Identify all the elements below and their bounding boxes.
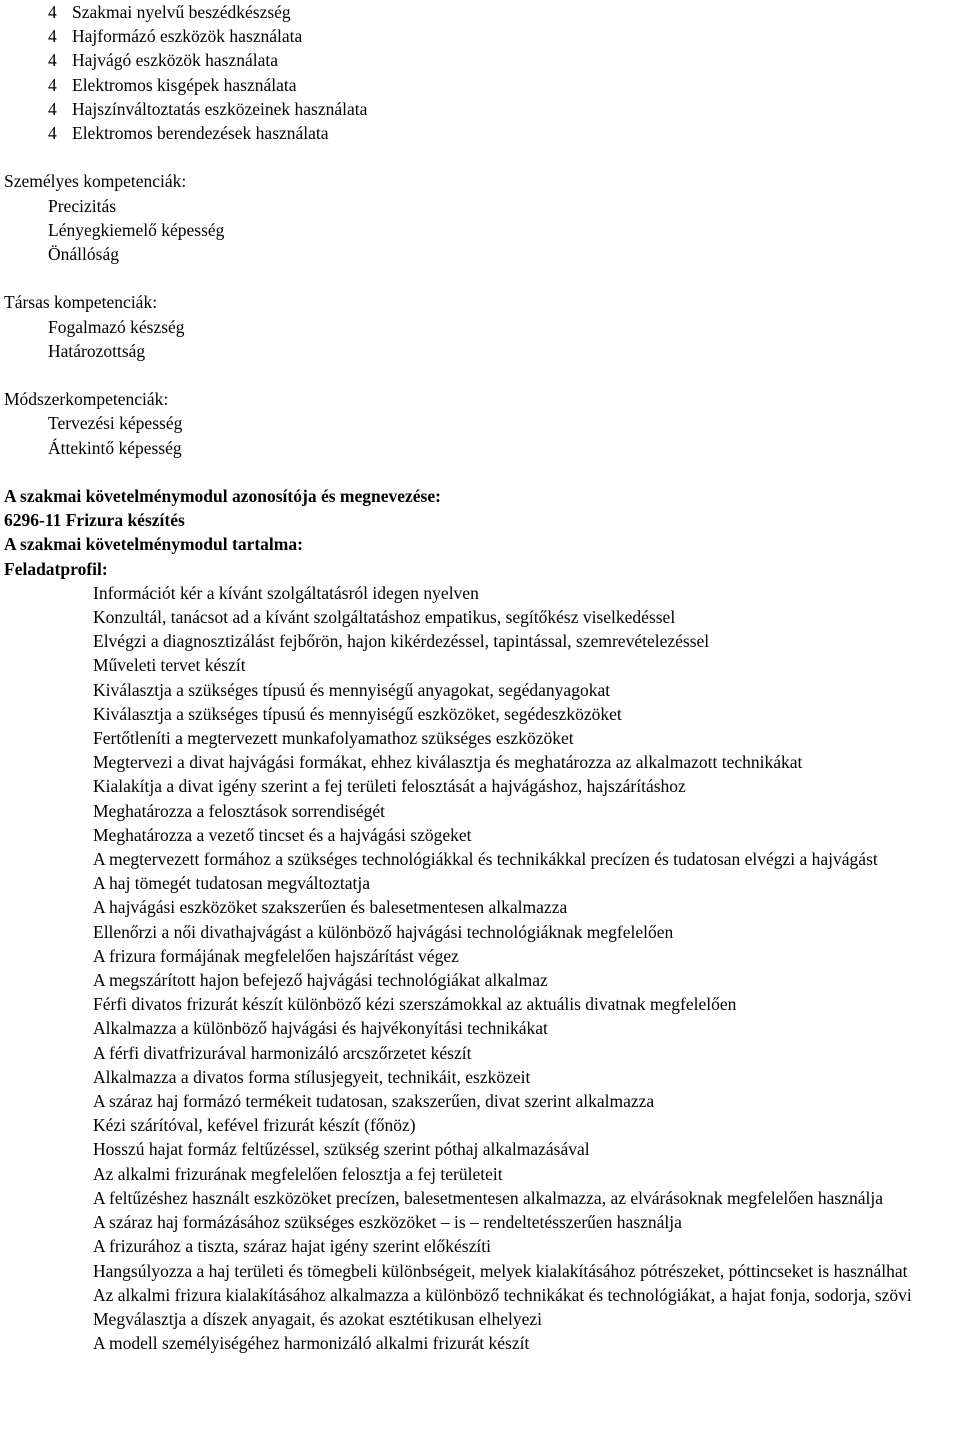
competency-item: Áttekintő képesség [48,437,182,458]
skill-score: 4 [48,98,57,119]
task-item: Az alkalmi frizura kialakításához alkalmazza a különböző technikákat és technológiákat, a hajat fonja, sodorja, szövi [93,1284,912,1305]
spacer [0,460,960,484]
task-item: Ellenőrzi a női divathajvágást a különböző hajvágási technológiáknak megfelelően [93,921,674,942]
competency-item: Precizitás [48,195,117,216]
task-item: Műveleti tervet készít [93,655,246,676]
skill-row [0,0,960,24]
social-competencies-heading: Társas kompetenciák: [4,292,158,313]
task-item: Kiválasztja a szükséges típusú és mennyiségű anyagokat, segédanyagokat [93,679,611,700]
skill-label: Hajszínváltoztatás eszközeinek használata [72,98,368,119]
competency-item: Tervezési képesség [48,413,183,434]
skill-row [0,24,960,48]
task-item: Hangsúlyozza a haj területi és tömegbeli különbségeit, melyek kialakításához pótrészeket, póttincseket is használhat [93,1260,908,1281]
task-item: Meghatározza a vezető tincset és a hajvágási szögeket [93,824,472,845]
competency-item: Fogalmazó készség [48,316,185,337]
task-item: Hosszú hajat formáz feltűzéssel, szükség szerint póthaj alkalmazásával [93,1139,590,1160]
skill-label: Hajformázó eszközök használata [72,26,303,47]
skill-list [0,0,960,145]
skill-row [0,97,960,121]
task-item: Fertőtleníti a megtervezett munkafolyamathoz szükséges eszközöket [93,728,574,749]
skill-label: Szakmai nyelvű beszédkészség [72,2,291,22]
task-item: Alkalmazza a különböző hajvágási és hajvékonyítási technikákat [93,1018,548,1039]
task-item: Kézi szárítóval, kefével frizurát készít (főnöz) [93,1115,416,1136]
spacer [0,363,960,387]
module-section [0,484,960,581]
task-item: Az alkalmi frizurának megfelelően felosztja a fej területeit [93,1163,503,1184]
task-item: A frizurához a tiszta, száraz hajat igény szerint előkészíti [93,1236,491,1257]
task-item: Információt kér a kívánt szolgáltatásról idegen nyelven [93,582,479,603]
module-id-heading: A szakmai követelménymodul azonosítója és megnevezése: [4,486,441,506]
task-item: A haj tömegét tudatosan megváltoztatja [93,873,371,894]
skill-score: 4 [48,26,57,47]
personal-competencies-heading: Személyes kompetenciák: [4,171,187,192]
task-profile-heading: Feladatprofil: [4,558,108,579]
task-item: A megszárított hajon befejező hajvágási technológiákat alkalmaz [93,970,548,991]
competency-item: Lényegkiemelő képesség [48,219,225,240]
module-content-heading: A szakmai követelménymodul tartalma: [4,534,303,555]
skill-label: Elektromos kisgépek használata [72,74,297,95]
task-item: A férfi divatfrizurával harmonizáló arcszőrzetet készít [93,1042,472,1063]
module-id-value: 6296-11 Frizura készítés [4,510,185,531]
skill-label: Elektromos berendezések használata [72,123,329,144]
task-item: A megtervezett formához a szükséges technológiákkal és technikákkal precízen és tudatosan elvégzi a hajvágást [93,849,878,870]
spacer [0,266,960,290]
task-item: Konzultál, tanácsot ad a kívánt szolgáltatáshoz empatikus, segítőkész viselkedéssel [93,607,676,628]
task-item: Férfi divatos frizurát készít különböző kézi szerszámokkal az aktuális divatnak megfelelően [93,994,737,1015]
spacer [0,145,960,169]
task-item: A frizura formájának megfelelően hajszárítást végez [93,945,459,966]
task-item: A száraz haj formázásához szükséges eszközöket – is – rendeltetésszerűen használja [93,1212,682,1233]
skill-score: 4 [48,2,57,22]
task-item: Megválasztja a díszek anyagait, és azokat esztétikusan elhelyezi [93,1308,542,1329]
skill-score: 4 [48,74,57,95]
method-competencies [0,387,960,460]
task-item: Elvégzi a diagnosztizálást fejbőrön, hajon kikérdezéssel, tapintással, szemrevételezéssel [93,631,710,652]
task-item: Megtervezi a divat hajvágási formákat, ehhez kiválasztja és meghatározza az alkalmazott technikákat [93,752,803,773]
social-competencies [0,290,960,363]
skill-row [0,48,960,72]
task-item: Alkalmazza a divatos forma stílusjegyeit, technikáit, eszközeit [93,1066,531,1087]
personal-competencies [0,169,960,266]
skill-score: 4 [48,50,57,71]
competency-item: Határozottság [48,340,146,361]
task-item: A feltűzéshez használt eszközöket precízen, balesetmentesen alkalmazza, az elvárásoknak megfelelően használja [93,1187,884,1208]
task-item: Kiválasztja a szükséges típusú és mennyiségű eszközöket, segédeszközöket [93,703,622,724]
skill-score: 4 [48,123,57,144]
task-item: A száraz haj formázó termékeit tudatosan, szakszerűen, divat szerint alkalmazza [93,1091,655,1112]
skill-row [0,121,960,145]
task-item: A hajvágási eszközöket szakszerűen és balesetmentesen alkalmazza [93,897,568,918]
task-item: Meghatározza a felosztások sorrendiségét [93,800,386,821]
method-competencies-heading: Módszerkompetenciák: [4,389,169,410]
task-item: A modell személyiségéhez harmonizáló alkalmi frizurát készít [93,1333,530,1354]
skill-row [0,73,960,97]
skill-label: Hajvágó eszközök használata [72,50,279,71]
task-item: Kialakítja a divat igény szerint a fej területi felosztását a hajvágáshoz, hajszárításhoz [93,776,686,797]
task-list [0,581,960,1356]
competency-item: Önállóság [48,244,119,265]
